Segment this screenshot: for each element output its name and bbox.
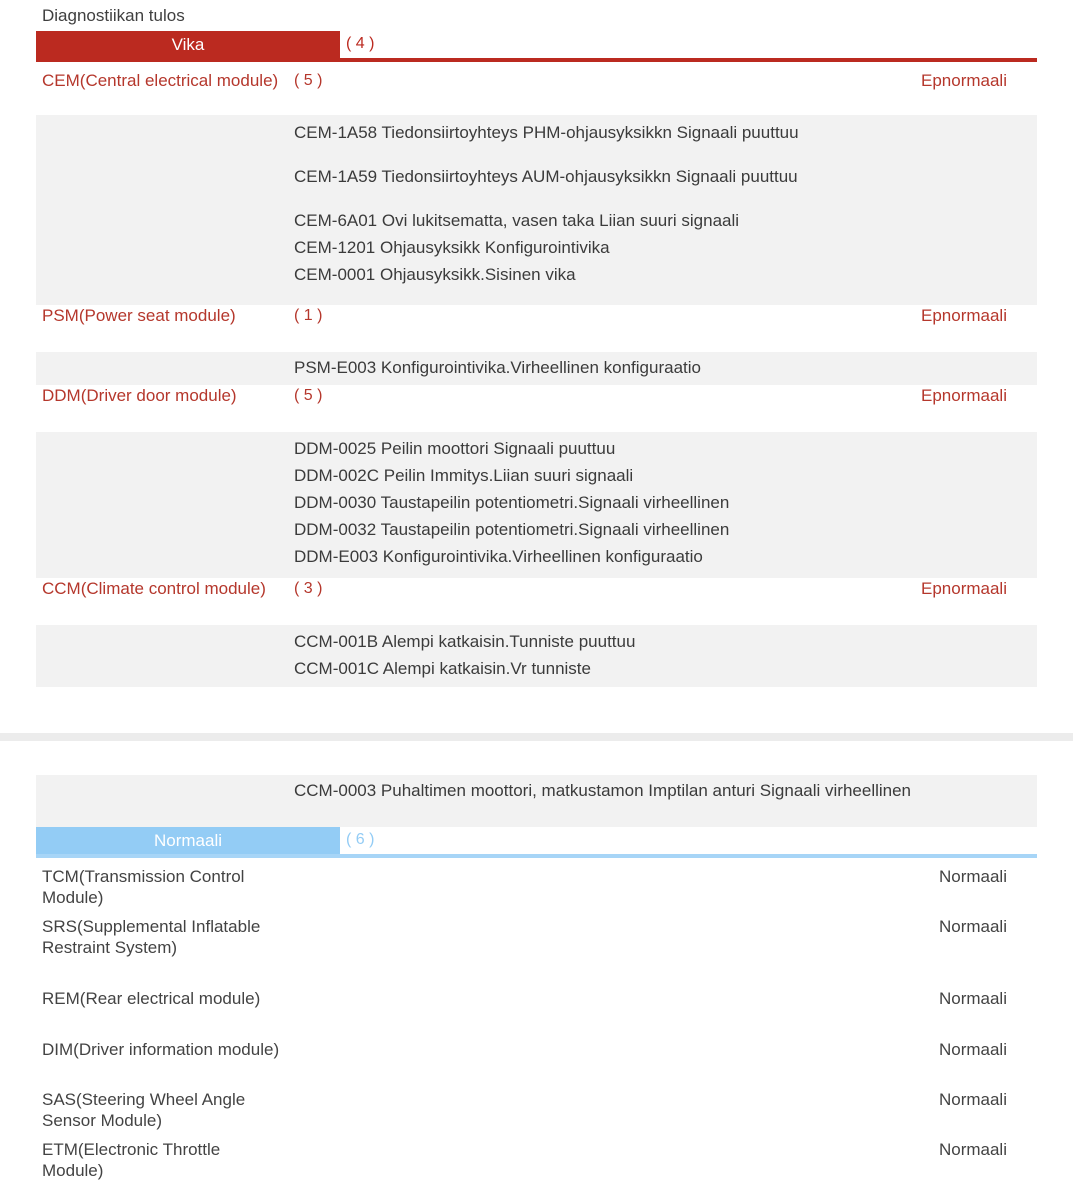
section-header-normal (36, 827, 1037, 858)
list-item: CCM-001C Alempi katkaisin.Vr tunniste (294, 659, 591, 678)
section-count-fault: ( 4 ) (346, 35, 375, 52)
table-row[interactable] (36, 916, 1037, 988)
list-item: DDM-0025 Peilin moottori Signaali puuttuu (294, 439, 616, 458)
section-count-normal: ( 6 ) (346, 831, 375, 848)
table-row[interactable] (36, 988, 1037, 1038)
dtc-detail-block-continued (36, 775, 1037, 827)
status-badge: Normaali (938, 1040, 1007, 1059)
section-bar-normal (36, 827, 340, 854)
status-badge: Normaali (938, 989, 1007, 1008)
status-badge: Epnormaali (921, 386, 1007, 405)
status-badge: Normaali (938, 1140, 1007, 1159)
section-rule-fault (36, 58, 1037, 62)
table-row[interactable] (36, 578, 1037, 625)
section-rule-normal (36, 854, 1037, 858)
module-name: REM(Rear electrical module) (42, 989, 261, 1008)
module-name: DIM(Driver information module) (42, 1040, 280, 1059)
status-badge: Epnormaali (921, 579, 1007, 598)
module-name: PSM(Power seat module) (42, 306, 236, 325)
list-item: DDM-0032 Taustapeilin potentiometri.Signaali virheellinen (294, 520, 730, 539)
module-name: SAS(Steering Wheel Angle Sensor Module) (42, 1090, 246, 1130)
list-item: CEM-1A59 Tiedonsiirtoyhteys AUM-ohjausyksikkn Signaali puuttuu (294, 167, 798, 186)
module-name: CCM(Climate control module) (42, 579, 266, 598)
list-item: CEM-1201 Ohjausyksikk Konfigurointivika (294, 238, 610, 257)
list-item: DDM-E003 Konfigurointivika.Virheellinen konfiguraatio (294, 547, 703, 566)
status-badge: Normaali (938, 1090, 1007, 1109)
module-name: ETM(Electronic Throttle Module) (42, 1140, 221, 1180)
status-badge: Normaali (938, 917, 1007, 936)
module-name: DDM(Driver door module) (42, 386, 237, 405)
section-label-normal: Normaali (153, 830, 223, 850)
section-label-fault: Vika (171, 34, 205, 54)
table-row[interactable] (36, 1089, 1037, 1139)
status-badge: Normaali (938, 867, 1007, 886)
table-row[interactable] (36, 70, 1037, 115)
list-item: CEM-6A01 Ovi lukitsematta, vasen taka Liian suuri signaali (294, 211, 740, 230)
list-item: CEM-1A58 Tiedonsiirtoyhteys PHM-ohjausyksikkn Signaali puuttuu (294, 123, 799, 142)
list-item: DDM-0030 Taustapeilin potentiometri.Signaali virheellinen (294, 493, 730, 512)
dtc-detail-block (36, 352, 1037, 385)
module-name: SRS(Supplemental Inflatable Restraint System) (42, 917, 261, 957)
module-name: TCM(Transmission Control Module) (42, 867, 245, 907)
table-row[interactable] (36, 385, 1037, 432)
table-row[interactable] (36, 866, 1037, 916)
module-fault-count: ( 1 ) (294, 307, 323, 324)
list-item: DDM-002C Peilin Immitys.Liian suuri signaali (294, 466, 634, 485)
module-fault-count: ( 5 ) (294, 387, 323, 404)
status-badge: Epnormaali (921, 306, 1007, 325)
section-header-fault (36, 31, 1037, 62)
table-row[interactable] (36, 1139, 1037, 1189)
section-bar-fault (36, 31, 340, 58)
dtc-detail-block (36, 115, 1037, 305)
page-title: Diagnostiikan tulos (42, 6, 185, 25)
module-fault-count: ( 5 ) (294, 72, 323, 89)
dtc-detail-block (36, 432, 1037, 578)
module-name: CEM(Central electrical module) (42, 71, 279, 90)
status-badge: Epnormaali (921, 71, 1007, 90)
list-item: CCM-001B Alempi katkaisin.Tunniste puuttuu (294, 632, 636, 651)
list-item: PSM-E003 Konfigurointivika.Virheellinen konfiguraatio (294, 358, 701, 377)
list-item: CCM-0003 Puhaltimen moottori, matkustamon Imptilan anturi Signaali virheellinen (294, 781, 912, 800)
table-row[interactable] (36, 1039, 1037, 1089)
table-row[interactable] (36, 305, 1037, 352)
module-fault-count: ( 3 ) (294, 580, 323, 597)
dtc-detail-block (36, 625, 1037, 687)
page-break-separator (0, 733, 1073, 741)
list-item: CEM-0001 Ohjausyksikk.Sisinen vika (294, 265, 576, 284)
